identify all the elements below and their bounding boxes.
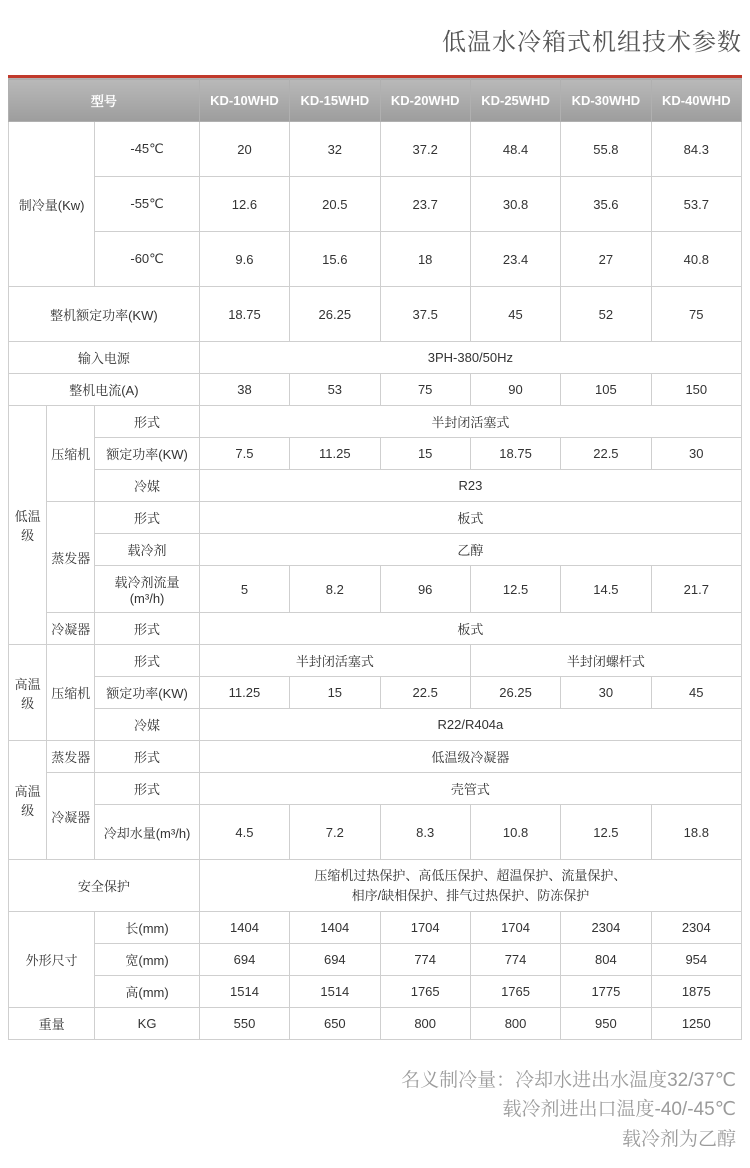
high-refrigerant-label: 冷媒 <box>95 709 199 741</box>
current-v6: 150 <box>651 374 741 406</box>
dimension-width-v6: 954 <box>651 944 741 976</box>
cooling-55-v3: 23.7 <box>380 177 470 232</box>
table-row <box>9 912 742 944</box>
dimension-height-label: 高(mm) <box>95 976 199 1008</box>
low-condenser-label: 冷凝器 <box>47 613 95 645</box>
table-row <box>9 976 742 1008</box>
current-v3: 75 <box>380 374 470 406</box>
low-flow-v3: 96 <box>380 566 470 613</box>
model-col-1: KD-10WHD <box>199 79 289 122</box>
table-row <box>9 406 742 438</box>
dimension-height-v6: 1875 <box>651 976 741 1008</box>
low-comp-power-v6: 30 <box>651 438 741 470</box>
table-row <box>9 566 742 613</box>
low-comp-power-v4: 18.75 <box>470 438 560 470</box>
rated-power-v3: 37.5 <box>380 287 470 342</box>
table-header-row <box>9 79 742 122</box>
low-flow-label: 载冷剂流量(m³/h) <box>95 566 199 613</box>
low-refrigerant-value: R23 <box>199 470 741 502</box>
high-cond-type-value: 壳管式 <box>199 773 741 805</box>
table-row <box>9 773 742 805</box>
specification-table <box>8 78 742 1040</box>
high-compressor-type-value-left: 半封闭活塞式 <box>199 645 470 677</box>
model-col-6: KD-40WHD <box>651 79 741 122</box>
cooling-60-v6: 40.8 <box>651 232 741 287</box>
cooling-temp-60: -60℃ <box>95 232 199 287</box>
low-flow-v2: 8.2 <box>290 566 380 613</box>
cooling-55-v5: 35.6 <box>561 177 651 232</box>
table-row <box>9 438 742 470</box>
input-power-value: 3PH-380/50Hz <box>199 342 741 374</box>
table-row <box>9 374 742 406</box>
cooling-55-v1: 12.6 <box>199 177 289 232</box>
low-stage-label: 低温级 <box>9 406 47 645</box>
high-comp-power-v3: 22.5 <box>380 677 470 709</box>
dimension-length-v5: 2304 <box>561 912 651 944</box>
cooling-55-v2: 20.5 <box>290 177 380 232</box>
dimension-length-v4: 1704 <box>470 912 560 944</box>
high-cond-type-label: 形式 <box>95 773 199 805</box>
dimension-height-v1: 1514 <box>199 976 289 1008</box>
high-condenser-label: 冷凝器 <box>47 773 95 860</box>
cooling-60-v4: 23.4 <box>470 232 560 287</box>
high-water-v1: 4.5 <box>199 805 289 860</box>
high-evap-type-label: 形式 <box>95 741 199 773</box>
cooling-60-v1: 9.6 <box>199 232 289 287</box>
cooling-temp-55: -55℃ <box>95 177 199 232</box>
table-row <box>9 741 742 773</box>
current-v4: 90 <box>470 374 560 406</box>
dimension-width-v1: 694 <box>199 944 289 976</box>
low-cond-type-label: 形式 <box>95 613 199 645</box>
dimension-length-v2: 1404 <box>290 912 380 944</box>
dimension-width-v4: 774 <box>470 944 560 976</box>
model-label: 型号 <box>9 79 200 122</box>
footnote-1: 名义制冷量：冷却水进出水温度32/37℃ <box>401 1070 736 1091</box>
safety-label: 安全保护 <box>9 860 200 912</box>
dimension-length-v3: 1704 <box>380 912 470 944</box>
high-stage-label: 高温级 <box>9 741 47 860</box>
high-water-v2: 7.2 <box>290 805 380 860</box>
cooling-45-v1: 20 <box>199 122 289 177</box>
high-stage-compressor-group-label: 高温级 <box>9 645 47 741</box>
low-flow-v4: 12.5 <box>470 566 560 613</box>
table-row <box>9 177 742 232</box>
table-row <box>9 645 742 677</box>
current-label: 整机电流(A) <box>9 374 200 406</box>
high-water-v6: 18.8 <box>651 805 741 860</box>
cooling-55-v4: 30.8 <box>470 177 560 232</box>
rated-power-v1: 18.75 <box>199 287 289 342</box>
cooling-60-v2: 15.6 <box>290 232 380 287</box>
safety-line-2: 相序/缺相保护、排气过热保护、防冻保护 <box>351 887 590 903</box>
dimension-length-label: 长(mm) <box>95 912 199 944</box>
footnote-3: 载冷剂为乙醇 <box>621 1128 736 1150</box>
low-comp-power-v3: 15 <box>380 438 470 470</box>
safety-value <box>199 860 741 912</box>
high-compressor-power-label: 额定功率(KW) <box>95 677 199 709</box>
safety-line-1: 压缩机过热保护、高低压保护、超温保护、流量保护、 <box>314 868 627 883</box>
table-row <box>9 860 742 912</box>
weight-v5: 950 <box>561 1008 651 1040</box>
table-row <box>9 470 742 502</box>
low-compressor-type-label: 形式 <box>95 406 199 438</box>
high-comp-power-v4: 26.25 <box>470 677 560 709</box>
table-row <box>9 232 742 287</box>
low-comp-power-v5: 22.5 <box>561 438 651 470</box>
high-comp-power-v1: 11.25 <box>199 677 289 709</box>
low-refrigerant-label: 冷媒 <box>95 470 199 502</box>
table-row <box>9 709 742 741</box>
rated-power-v2: 26.25 <box>290 287 380 342</box>
dimension-width-v3: 774 <box>380 944 470 976</box>
page-title: 低温水冷箱式机组技术参数 <box>442 29 742 56</box>
dimensions-label: 外形尺寸 <box>9 912 95 1008</box>
cooling-45-v2: 32 <box>290 122 380 177</box>
cooling-temp-45: -45℃ <box>95 122 199 177</box>
cooling-45-v6: 84.3 <box>651 122 741 177</box>
weight-v6: 1250 <box>651 1008 741 1040</box>
cooling-60-v3: 18 <box>380 232 470 287</box>
low-flow-v5: 14.5 <box>561 566 651 613</box>
table-row <box>9 677 742 709</box>
low-evap-type-label: 形式 <box>95 502 199 534</box>
dimension-height-v5: 1775 <box>561 976 651 1008</box>
table-row <box>9 613 742 645</box>
model-col-4: KD-25WHD <box>470 79 560 122</box>
cooling-45-v3: 37.2 <box>380 122 470 177</box>
low-cond-type-value: 板式 <box>199 613 741 645</box>
current-v5: 105 <box>561 374 651 406</box>
low-brine-label: 载冷剂 <box>95 534 199 566</box>
low-flow-v6: 21.7 <box>651 566 741 613</box>
rated-power-v5: 52 <box>561 287 651 342</box>
low-comp-power-v1: 7.5 <box>199 438 289 470</box>
model-col-3: KD-20WHD <box>380 79 470 122</box>
low-compressor-type-value: 半封闭活塞式 <box>199 406 741 438</box>
high-water-v3: 8.3 <box>380 805 470 860</box>
weight-v2: 650 <box>290 1008 380 1040</box>
cooling-45-v5: 55.8 <box>561 122 651 177</box>
low-flow-v1: 5 <box>199 566 289 613</box>
cooling-55-v6: 53.7 <box>651 177 741 232</box>
low-comp-power-v2: 11.25 <box>290 438 380 470</box>
rated-power-label: 整机额定功率(KW) <box>9 287 200 342</box>
low-brine-value: 乙醇 <box>199 534 741 566</box>
weight-v4: 800 <box>470 1008 560 1040</box>
high-comp-power-v6: 45 <box>651 677 741 709</box>
footnote-2: 载冷剂进出口温度-40/-45℃ <box>502 1099 736 1121</box>
dimension-length-v1: 1404 <box>199 912 289 944</box>
high-evaporator-label: 蒸发器 <box>47 741 95 773</box>
model-col-5: KD-30WHD <box>561 79 651 122</box>
table-row <box>9 502 742 534</box>
weight-label: 重量 <box>9 1008 95 1040</box>
weight-v1: 550 <box>199 1008 289 1040</box>
high-water-v5: 12.5 <box>561 805 651 860</box>
current-v1: 38 <box>199 374 289 406</box>
low-compressor-power-label: 额定功率(KW) <box>95 438 199 470</box>
rated-power-v4: 45 <box>470 287 560 342</box>
high-compressor-type-label: 形式 <box>95 645 199 677</box>
high-comp-power-v2: 15 <box>290 677 380 709</box>
model-col-2: KD-15WHD <box>290 79 380 122</box>
table-row <box>9 122 742 177</box>
table-row <box>9 944 742 976</box>
high-cond-water-label: 冷却水量(m³/h) <box>95 805 199 860</box>
rated-power-v6: 75 <box>651 287 741 342</box>
weight-v3: 800 <box>380 1008 470 1040</box>
table-row <box>9 287 742 342</box>
high-compressor-label: 压缩机 <box>47 645 95 741</box>
dimension-width-v5: 804 <box>561 944 651 976</box>
table-row <box>9 342 742 374</box>
low-evap-type-value: 板式 <box>199 502 741 534</box>
cooling-45-v4: 48.4 <box>470 122 560 177</box>
dimension-width-v2: 694 <box>290 944 380 976</box>
dimension-height-v3: 1765 <box>380 976 470 1008</box>
cooling-capacity-label: 制冷量(Kw) <box>9 122 95 287</box>
current-v2: 53 <box>290 374 380 406</box>
dimension-height-v2: 1514 <box>290 976 380 1008</box>
table-row <box>9 534 742 566</box>
cooling-60-v5: 27 <box>561 232 651 287</box>
dimension-width-label: 宽(mm) <box>95 944 199 976</box>
low-compressor-label: 压缩机 <box>47 406 95 502</box>
input-power-label: 输入电源 <box>9 342 200 374</box>
high-evap-type-value: 低温级冷凝器 <box>199 741 741 773</box>
high-comp-power-v5: 30 <box>561 677 651 709</box>
low-evaporator-label: 蒸发器 <box>47 502 95 613</box>
high-compressor-type-value-right: 半封闭螺杆式 <box>470 645 741 677</box>
high-refrigerant-value: R22/R404a <box>199 709 741 741</box>
dimension-length-v6: 2304 <box>651 912 741 944</box>
dimension-height-v4: 1765 <box>470 976 560 1008</box>
weight-unit: KG <box>95 1008 199 1040</box>
footnotes <box>0 1040 750 1168</box>
table-row <box>9 1008 742 1040</box>
high-water-v4: 10.8 <box>470 805 560 860</box>
